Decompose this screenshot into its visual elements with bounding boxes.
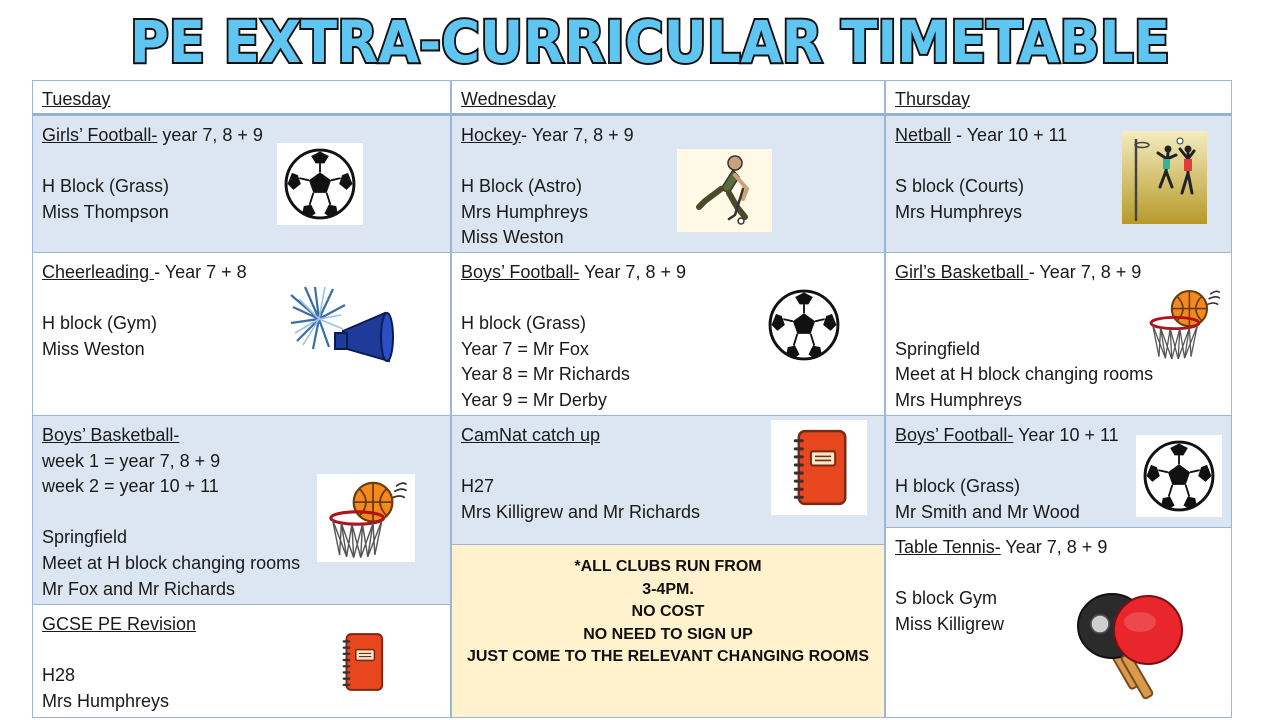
club-staff: Miss Killigrew: [895, 613, 1005, 634]
club-years: - Year 10 + 11: [951, 125, 1068, 145]
club-location: S block Gym: [895, 588, 998, 609]
hockey-cell: [451, 115, 885, 253]
notice-line-4: NO NEED TO SIGN UP: [583, 625, 753, 643]
club-years: Year 10 + 11: [1013, 425, 1119, 445]
club-location: H Block (Grass): [42, 176, 170, 197]
table-tennis-icon: [1074, 586, 1230, 704]
club-name: Boys’ Basketball-: [42, 425, 180, 445]
club-years: - Year 7, 8 + 9: [1028, 262, 1142, 282]
club-year-8-staff: Year 8 = Mr Richards: [461, 364, 630, 385]
club-name: Boys’ Football-: [461, 262, 580, 282]
title-text: PE EXTRA-CURRICULAR TIMETABLE: [130, 8, 1170, 76]
girls-basketball-cell: [885, 252, 1232, 416]
club-name: Hockey: [461, 125, 522, 145]
club-name: Netball: [895, 125, 952, 145]
wednesday-header: [451, 80, 885, 116]
club-name: Girls’ Football-: [42, 125, 158, 145]
club-years: - Year 7, 8 + 9: [521, 125, 634, 145]
basketball-hoop-icon: [317, 474, 415, 562]
boys-basketball-cell: [32, 415, 451, 605]
club-staff: Mrs Humphreys: [895, 201, 1023, 222]
club-location: H block (Gym): [42, 313, 158, 334]
club-location: H block (Grass): [895, 476, 1021, 497]
club-years: Year 7, 8 + 9: [579, 262, 686, 282]
soccer-ball-icon: [761, 284, 847, 366]
boys-football-thu-cell: [885, 415, 1232, 528]
boys-football-wed-cell: [451, 252, 885, 416]
club-staff: Mrs Humphreys: [461, 201, 589, 222]
club-years: year 7, 8 + 9: [157, 125, 263, 145]
soccer-ball-icon: [277, 143, 363, 225]
club-staff: Mrs Humphreys: [42, 690, 170, 711]
club-name: Boys’ Football-: [895, 425, 1014, 445]
club-meet-point: Meet at H block changing rooms: [895, 364, 1154, 385]
club-name: Table Tennis-: [895, 537, 1001, 557]
club-years: - Year 7 + 8: [154, 262, 247, 282]
club-week-2: week 2 = year 10 + 11: [42, 476, 219, 497]
hockey-player-icon: [677, 149, 772, 232]
club-staff: Mrs Humphreys: [895, 389, 1023, 410]
netball-cell: [885, 115, 1232, 253]
club-name: Girl’s Basketball: [895, 262, 1029, 282]
club-week-1: week 1 = year 7, 8 + 9: [42, 450, 221, 471]
day-label-tuesday: Tuesday: [42, 89, 111, 109]
wednesday-column: [451, 80, 885, 718]
netball-players-icon: [1122, 131, 1207, 224]
tuesday-column: [32, 80, 451, 718]
club-room: H27: [461, 476, 495, 497]
club-location: S block (Courts): [895, 176, 1025, 197]
club-location: H Block (Astro): [461, 176, 583, 197]
notice-line-1: *ALL CLUBS RUN FROM: [574, 558, 762, 575]
club-location: H block (Grass): [461, 313, 587, 334]
club-year-9-staff: Year 9 = Mr Derby: [461, 389, 607, 410]
day-label-wednesday: Wednesday: [461, 89, 556, 109]
club-room: H28: [42, 665, 76, 686]
notebook-icon: [771, 420, 867, 515]
club-meet-point: Meet at H block changing rooms: [42, 552, 301, 573]
page-title: [0, 0, 1280, 78]
notebook-icon: [337, 631, 387, 693]
thursday-column: [885, 80, 1232, 718]
club-staff: Miss Thompson: [42, 201, 169, 222]
club-staff-2: Miss Weston: [461, 227, 564, 248]
notice-line-3: NO COST: [631, 603, 705, 621]
club-year-7-staff: Year 7 = Mr Fox: [461, 338, 589, 359]
club-name: GCSE PE Revision: [42, 614, 197, 634]
pom-pom-megaphone-icon: [289, 283, 399, 373]
club-staff: Mr Smith and Mr Wood: [895, 501, 1080, 522]
notice-line-2: 3-4PM.: [642, 580, 694, 598]
camnat-cell: [451, 415, 885, 545]
club-staff: Mr Fox and Mr Richards: [42, 578, 236, 599]
gcse-revision-cell: [32, 604, 451, 718]
table-tennis-cell: [885, 527, 1232, 718]
thursday-header: [885, 80, 1232, 116]
cheerleading-cell: [32, 252, 451, 416]
basketball-hoop-icon: [1140, 283, 1226, 363]
tuesday-header: [32, 80, 451, 116]
day-label-thursday: Thursday: [895, 89, 971, 109]
notice-line-5: JUST COME TO THE RELEVANT CHANGING ROOMS: [466, 648, 870, 666]
club-location: Springfield: [895, 338, 981, 359]
club-staff: Miss Weston: [42, 338, 145, 359]
club-years: Year 7, 8 + 9: [1000, 537, 1108, 557]
club-name: CamNat catch up: [461, 425, 601, 445]
soccer-ball-icon: [1136, 435, 1222, 517]
club-staff: Mrs Killigrew and Mr Richards: [461, 501, 701, 522]
club-name: Cheerleading: [42, 262, 155, 282]
girls-football-cell: [32, 115, 451, 253]
club-location: Springfield: [42, 527, 128, 548]
club-info-notice: [451, 544, 885, 718]
